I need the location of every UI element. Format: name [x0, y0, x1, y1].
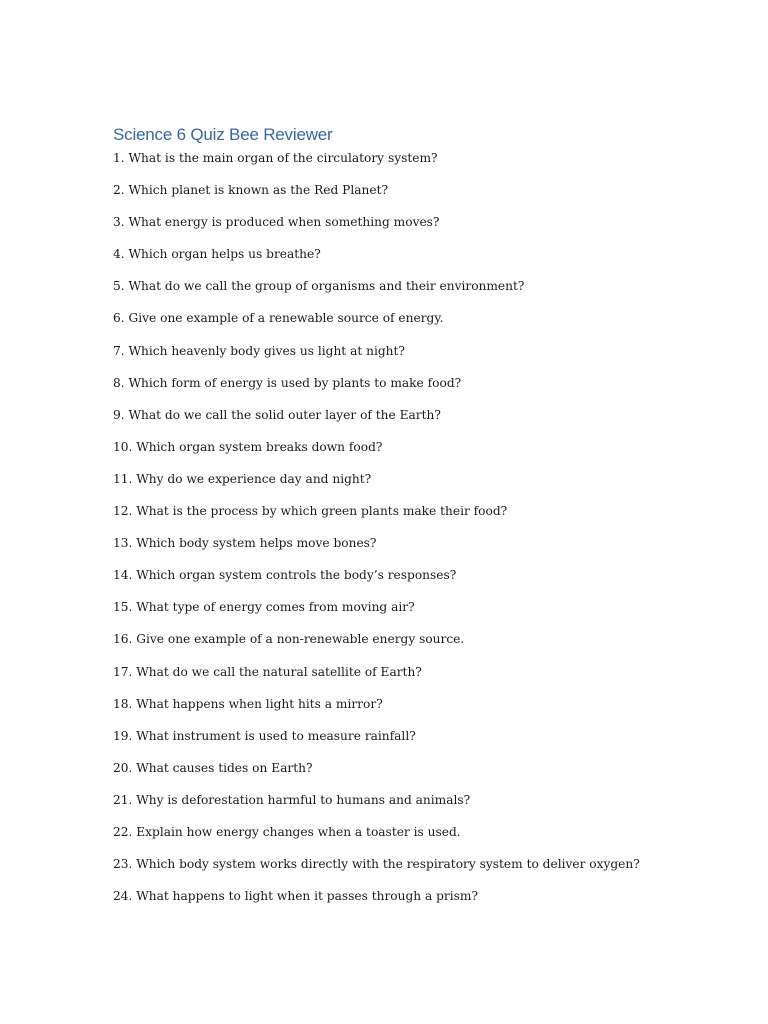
question-item: 13. Which body system helps move bones? — [113, 536, 377, 551]
question-item: 3. What energy is produced when something moves? — [113, 215, 440, 230]
question-item: 11. Why do we experience day and night? — [113, 471, 372, 486]
question-item: 9. What do we call the solid outer layer of the Earth? — [113, 407, 441, 422]
question-item: 5. What do we call the group of organisms and their environment? — [113, 279, 525, 294]
question-item: 15. What type of energy comes from moving air? — [113, 600, 415, 615]
question-item: 22. Explain how energy changes when a toaster is used. — [113, 824, 461, 839]
question-item: 8. Which form of energy is used by plants to make food? — [113, 375, 462, 390]
question-item: 19. What instrument is used to measure rainfall? — [113, 728, 416, 743]
question-item: 10. Which organ system breaks down food? — [113, 439, 383, 454]
question-item: 6. Give one example of a renewable source of energy. — [113, 311, 444, 326]
question-item: 14. Which organ system controls the body’s responses? — [113, 568, 457, 583]
question-item: 16. Give one example of a non-renewable energy source. — [113, 632, 465, 647]
question-item: 4. Which organ helps us breathe? — [113, 247, 321, 262]
question-item: 21. Why is deforestation harmful to humans and animals? — [113, 792, 471, 807]
question-list — [113, 148, 733, 918]
question-item: 20. What causes tides on Earth? — [113, 760, 313, 775]
question-item: 23. Which body system works directly with the respiratory system to deliver oxygen? — [113, 857, 640, 872]
question-item: 12. What is the process by which green plants make their food? — [113, 504, 508, 519]
question-item: 17. What do we call the natural satellite of Earth? — [113, 664, 422, 679]
question-item: 1. What is the main organ of the circulatory system? — [113, 151, 438, 165]
question-item: 24. What happens to light when it passes through a prism? — [113, 889, 479, 904]
question-item: 7. Which heavenly body gives us light at night? — [113, 343, 405, 358]
question-item: 2. Which planet is known as the Red Planet? — [113, 183, 389, 198]
question-item: 18. What happens when light hits a mirror? — [113, 696, 383, 711]
document-title: Science 6 Quiz Bee Reviewer — [113, 125, 333, 144]
